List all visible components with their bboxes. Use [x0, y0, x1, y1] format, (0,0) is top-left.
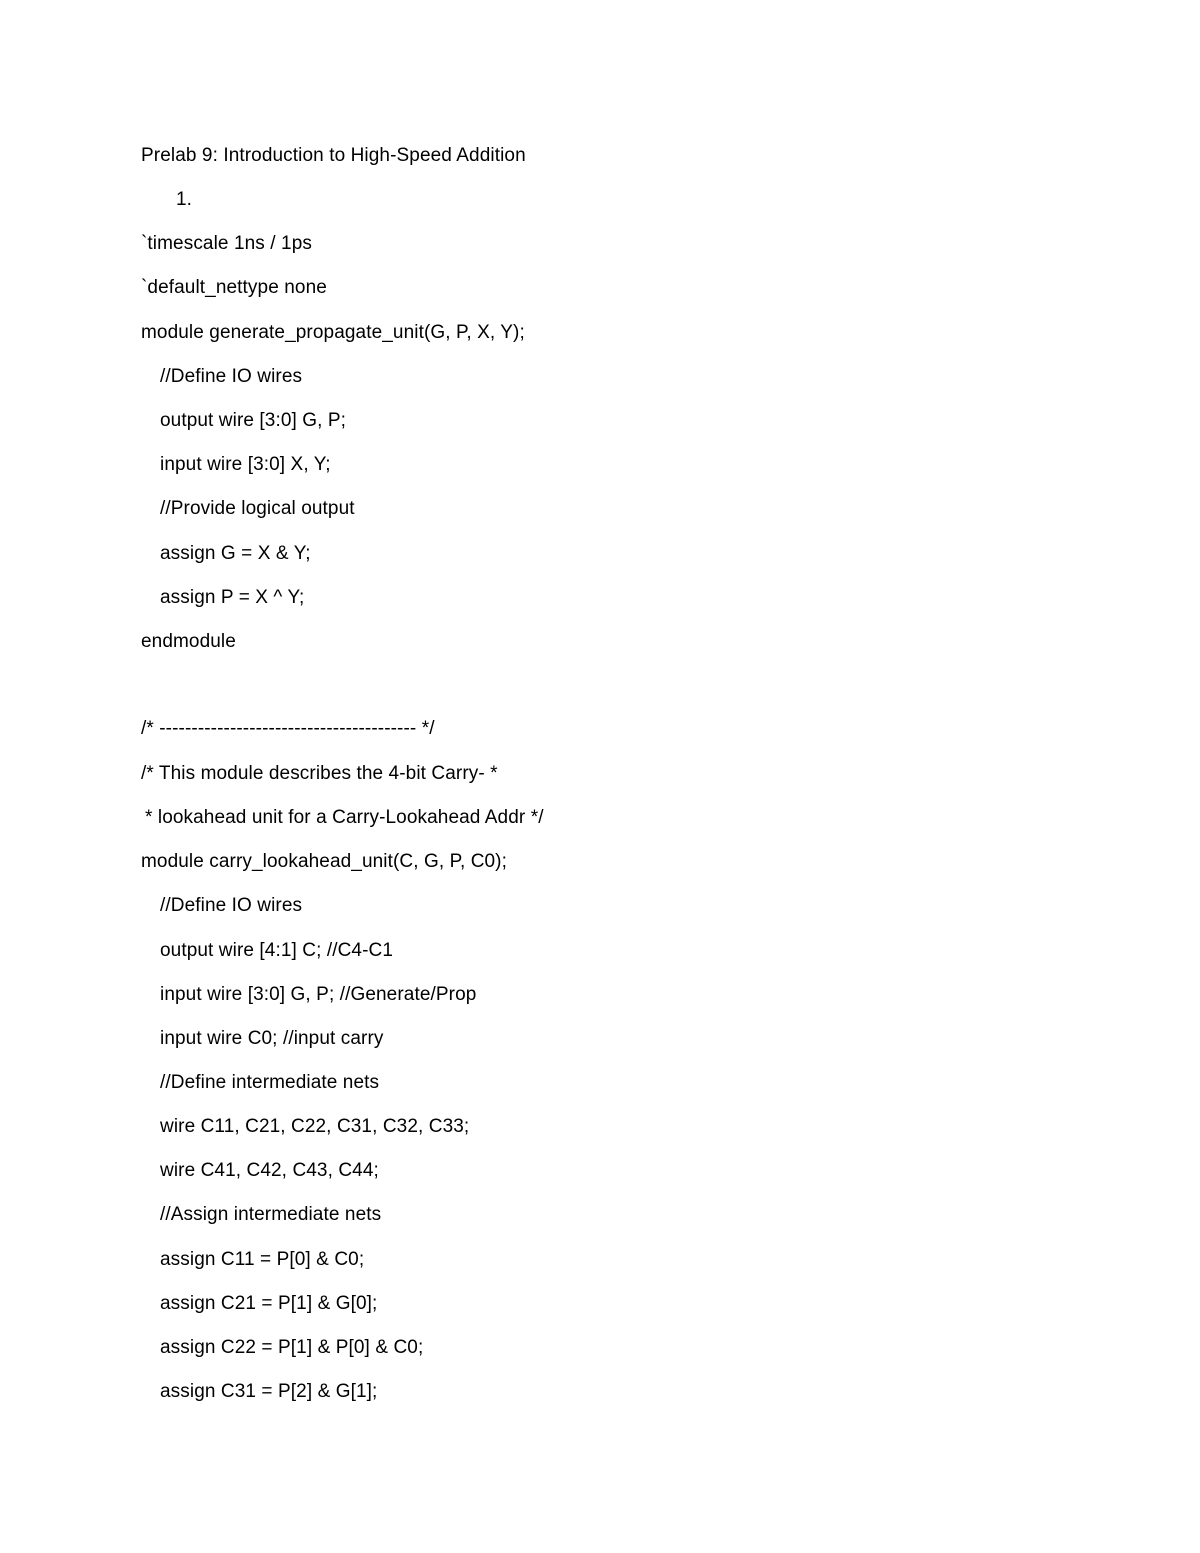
- code-line: `timescale 1ns / 1ps: [141, 233, 312, 254]
- code-line: //Define IO wires: [160, 895, 303, 916]
- document-title: Prelab 9: Introduction to High-Speed Addition: [141, 145, 526, 166]
- code-line: assign C21 = P[1] & G[0];: [160, 1293, 378, 1314]
- code-line: //Provide logical output: [160, 498, 355, 519]
- code-line: //Define IO wires: [160, 366, 303, 387]
- code-line: input wire C0; //input carry: [160, 1028, 384, 1049]
- code-line: endmodule: [141, 631, 236, 652]
- code-line: module generate_propagate_unit(G, P, X, Y);: [141, 322, 525, 343]
- code-line: //Assign intermediate nets: [160, 1204, 382, 1225]
- code-line: assign C22 = P[1] & P[0] & C0;: [160, 1337, 424, 1358]
- code-line: module carry_lookahead_unit(C, G, P, C0);: [141, 851, 507, 872]
- code-line: * lookahead unit for a Carry-Lookahead Addr */: [145, 807, 544, 828]
- code-line: input wire [3:0] X, Y;: [160, 454, 331, 475]
- list-marker: 1.: [176, 189, 193, 210]
- code-line: output wire [3:0] G, P;: [160, 410, 347, 431]
- code-line: /* ---------------------------------------- */: [141, 718, 435, 739]
- code-line: input wire [3:0] G, P; //Generate/Prop: [160, 984, 477, 1005]
- code-line: /* This module describes the 4-bit Carry- *: [141, 763, 498, 784]
- code-line: assign P = X ^ Y;: [160, 587, 305, 608]
- code-line: wire C11, C21, C22, C31, C32, C33;: [160, 1116, 470, 1137]
- code-line: assign C31 = P[2] & G[1];: [160, 1381, 378, 1402]
- code-line: assign G = X & Y;: [160, 543, 311, 564]
- code-line: assign C11 = P[0] & C0;: [160, 1249, 365, 1270]
- code-line: `default_nettype none: [141, 277, 327, 298]
- code-line: output wire [4:1] C; //C4-C1: [160, 940, 394, 961]
- code-line: //Define intermediate nets: [160, 1072, 380, 1093]
- code-line: wire C41, C42, C43, C44;: [160, 1160, 379, 1181]
